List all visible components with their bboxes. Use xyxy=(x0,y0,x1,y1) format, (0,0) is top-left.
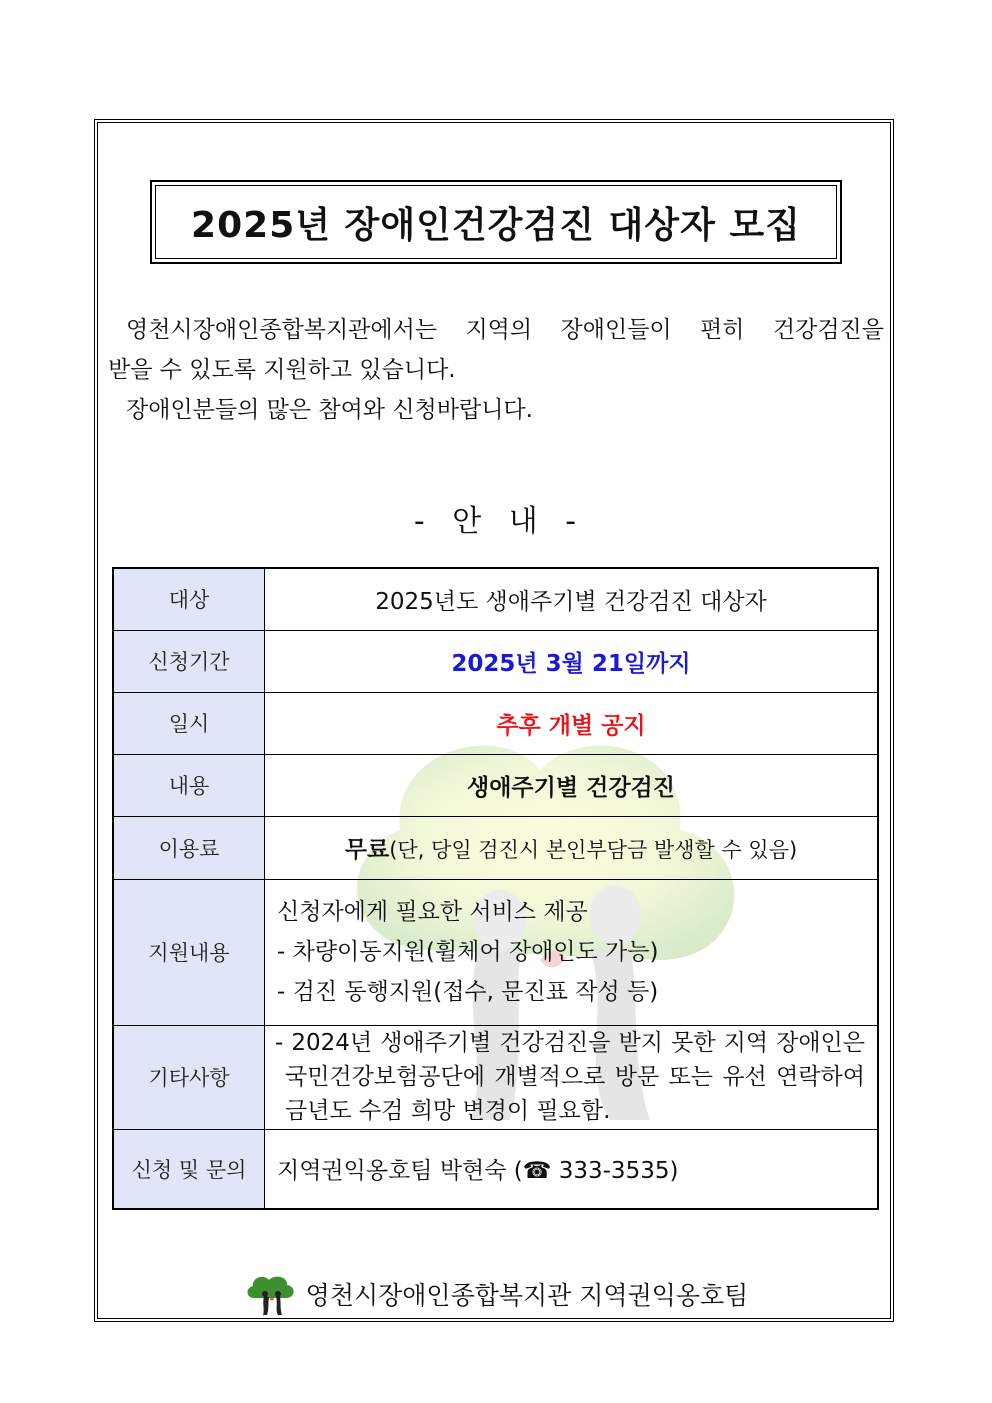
fee-free: 무료 xyxy=(344,837,390,863)
date-value: 추후 개별 공지 xyxy=(265,692,879,754)
support-line-1: 신청자에게 필요한 서비스 제공 xyxy=(277,899,588,925)
contact-label: 신청 및 문의 xyxy=(113,1129,265,1209)
etc-line-2: 국민건강보험공단에 개별적으로 방문 또는 유선 연락하여 xyxy=(285,1064,865,1090)
date-label: 일시 xyxy=(113,692,265,754)
content-label: 내용 xyxy=(113,754,265,816)
intro-text xyxy=(108,310,884,430)
support-value xyxy=(265,879,879,1025)
etc-value xyxy=(265,1025,879,1129)
table-row xyxy=(113,1025,878,1129)
etc-line-3: 금년도 수검 희망 변경이 필요함. xyxy=(285,1098,611,1124)
table-row xyxy=(113,692,878,754)
title-box xyxy=(150,180,842,264)
intro-line-2: 받을 수 있도록 지원하고 있습니다. xyxy=(108,357,456,383)
support-line-2: - 차량이동지원(휠체어 장애인도 가능) xyxy=(277,939,659,965)
table-row xyxy=(113,816,878,879)
support-line-3: - 검진 동행지원(접수, 문진표 작성 등) xyxy=(277,979,659,1005)
fee-label: 이용료 xyxy=(113,816,265,879)
fee-value xyxy=(265,816,879,879)
page-title: 2025년 장애인건강검진 대상자 모집 xyxy=(191,204,801,246)
table-row xyxy=(113,1129,878,1209)
fee-note: (단, 당일 검진시 본인부담금 발생할 수 있음) xyxy=(389,838,798,862)
content-value: 생애주기별 건강검진 xyxy=(265,754,879,816)
period-value: 2025년 3월 21일까지 xyxy=(265,630,879,692)
intro-line-1: 영천시장애인종합복지관에서는 지역의 장애인들이 편히 건강검진을 xyxy=(126,317,884,343)
intro-line-3: 장애인분들의 많은 참여와 신청바랍니다. xyxy=(126,397,533,423)
contact-value: 지역권익옹호팀 박현숙 (☎ 333-3535) xyxy=(265,1129,879,1209)
footer-text: 영천시장애인종합복지관 지역권익옹호팀 xyxy=(305,1281,749,1310)
etc-label: 기타사항 xyxy=(113,1025,265,1129)
support-label: 지원내용 xyxy=(113,879,265,1025)
welfare-center-logo-icon xyxy=(244,1272,298,1316)
table-row xyxy=(113,879,878,1025)
target-label: 대상 xyxy=(113,568,265,630)
footer xyxy=(0,1272,992,1316)
period-label: 신청기간 xyxy=(113,630,265,692)
table-row xyxy=(113,630,878,692)
table-row xyxy=(113,754,878,816)
table-row xyxy=(113,568,878,630)
guide-heading: - 안 내 - xyxy=(413,504,579,539)
etc-line-1: - 2024년 생애주기별 건강검진을 받지 못한 지역 장애인은 xyxy=(275,1030,865,1056)
info-table xyxy=(112,567,879,1210)
target-value: 2025년도 생애주기별 건강검진 대상자 xyxy=(265,568,879,630)
